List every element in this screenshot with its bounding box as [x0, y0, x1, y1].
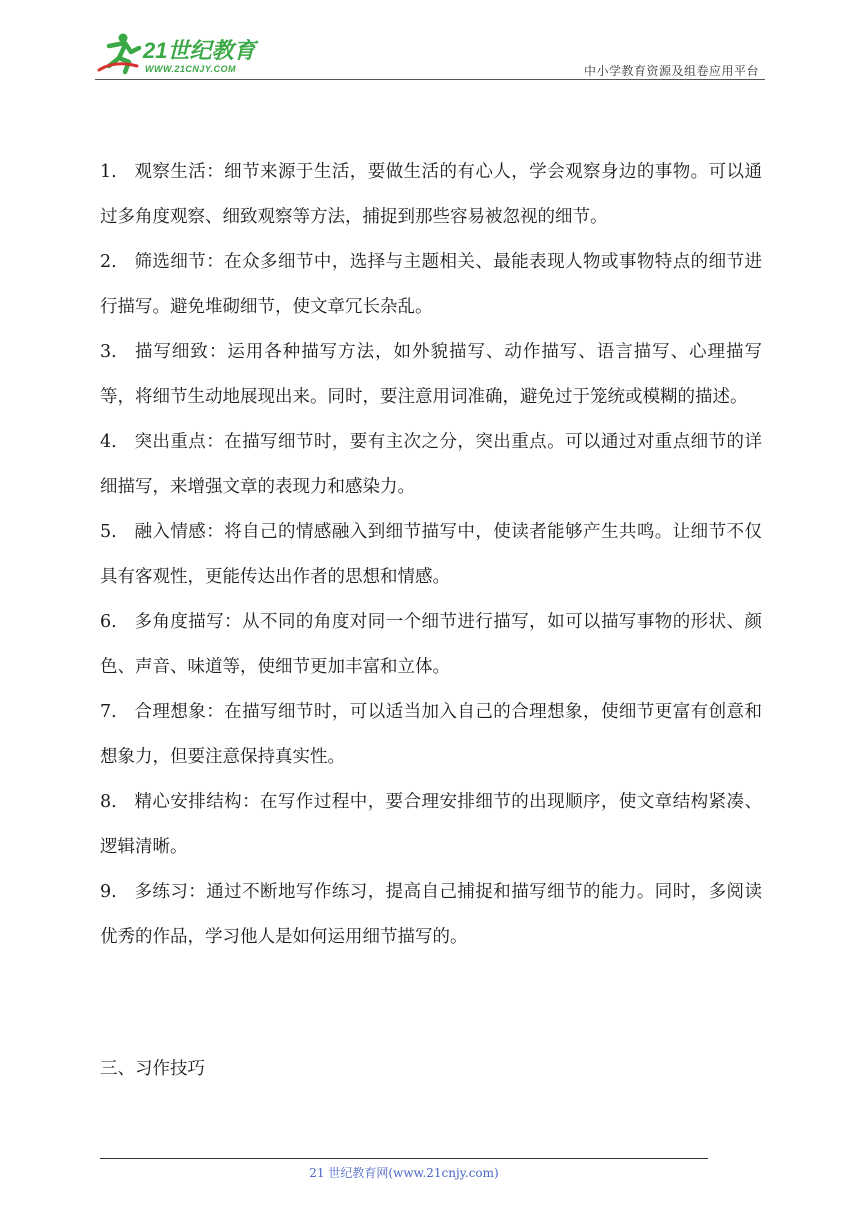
- footer-link[interactable]: 21 世纪教育网(www.21cnjy.com): [309, 1166, 499, 1180]
- page-header: [95, 30, 765, 80]
- item-number: 5.: [100, 522, 117, 542]
- list-item: [100, 870, 762, 960]
- list-item: [100, 420, 762, 510]
- list-item: [100, 780, 762, 870]
- item-text: 观察生活：细节来源于生活，要做生活的有心人，学会观察身边的事物。可以通过多角度观察、细致观察等方法，捕捉到那些容易被忽视的细节。: [100, 162, 762, 227]
- item-number: 8.: [100, 792, 117, 812]
- item-number: 3.: [100, 342, 117, 362]
- list-item: [100, 510, 762, 600]
- item-text: 多练习：通过不断地写作练习，提高自己捕捉和描写细节的能力。同时，多阅读优秀的作品，学习他人是如何运用细节描写的。: [100, 882, 762, 947]
- item-text: 精心安排结构：在写作过程中，要合理安排细节的出现顺序，使文章结构紧凑、逻辑清晰。: [100, 792, 762, 857]
- section-heading: 三、习作技巧: [100, 1059, 205, 1079]
- item-text: 突出重点：在描写细节时，要有主次之分，突出重点。可以通过对重点细节的详细描写，来增强文章的表现力和感染力。: [100, 432, 762, 497]
- item-list: [100, 150, 762, 960]
- item-text: 多角度描写：从不同的角度对同一个细节进行描写，如可以描写事物的形状、颜色、声音、味道等，使细节更加丰富和立体。: [100, 612, 762, 677]
- item-number: 4.: [100, 432, 117, 452]
- item-number: 7.: [100, 702, 117, 722]
- list-item: [100, 240, 762, 330]
- header-tagline: 中小学教育资源及组卷应用平台: [583, 64, 759, 78]
- site-logo[interactable]: [95, 30, 265, 78]
- list-item: [100, 600, 762, 690]
- list-item: [100, 690, 762, 780]
- runner-icon: [99, 34, 139, 73]
- item-number: 2.: [100, 252, 117, 272]
- header-divider: [95, 79, 765, 80]
- list-item: [100, 330, 762, 420]
- footer-divider: [100, 1158, 708, 1159]
- logo-url-text: WWW.21CNJY.COM: [145, 64, 237, 74]
- item-number: 6.: [100, 612, 117, 632]
- item-number: 1.: [100, 162, 117, 182]
- item-number: 9.: [100, 882, 117, 902]
- list-item: [100, 150, 762, 240]
- item-text: 筛选细节：在众多细节中，选择与主题相关、最能表现人物或事物特点的细节进行描写。避免堆砌细节，使文章冗长杂乱。: [100, 252, 762, 317]
- logo-main-text: 21世纪教育: [143, 38, 256, 63]
- item-text: 合理想象：在描写细节时，可以适当加入自己的合理想象，使细节更富有创意和想象力，但要注意保持真实性。: [100, 702, 762, 767]
- item-text: 融入情感：将自己的情感融入到细节描写中，使读者能够产生共鸣。让细节不仅具有客观性，更能传达出作者的思想和情感。: [100, 522, 762, 587]
- item-text: 描写细致：运用各种描写方法，如外貌描写、动作描写、语言描写、心理描写等，将细节生动地展现出来。同时，要注意用词准确，避免过于笼统或模糊的描述。: [100, 342, 762, 407]
